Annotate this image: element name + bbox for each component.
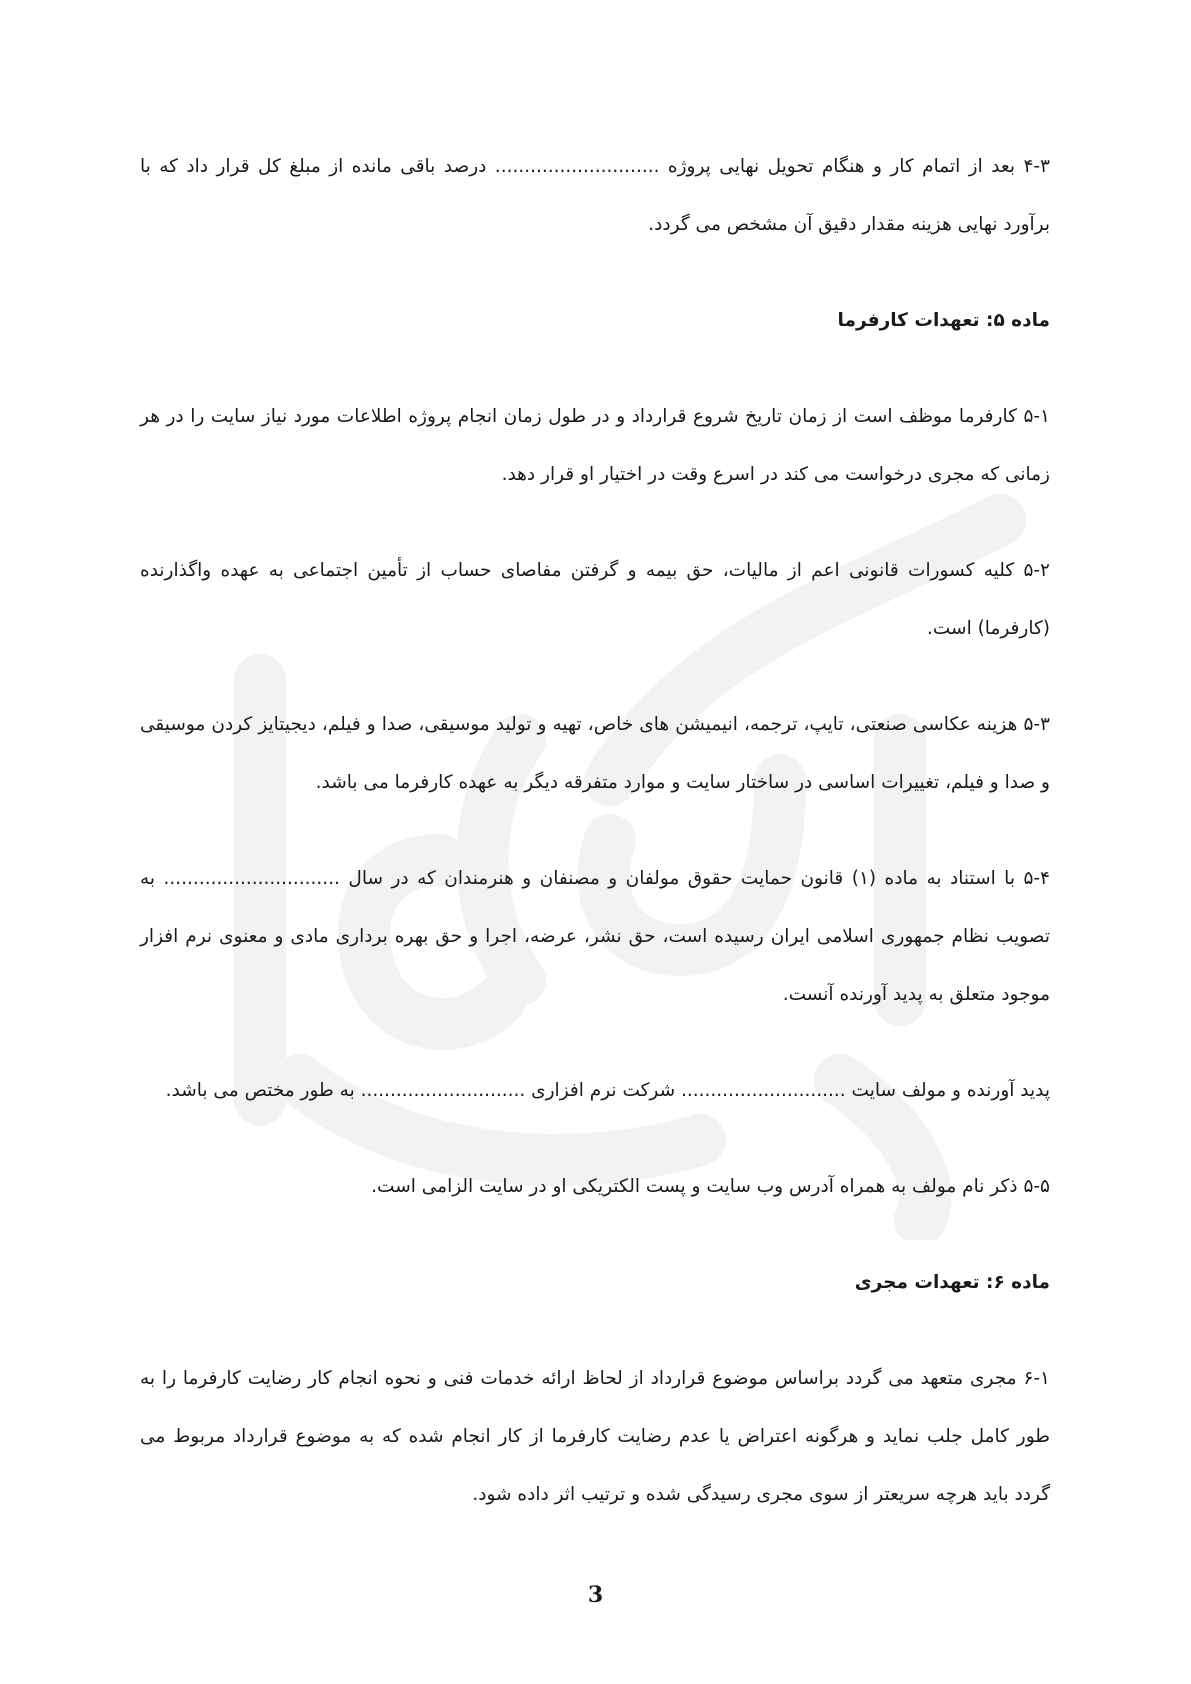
clause-5-4-author: پدید آورنده و مولف سایت ............................ شرکت نرم افزاری ............................ به طور مختص می باشد. [165, 1080, 1050, 1101]
clause-5-3: ۵-۳ هزینه عکاسی صنعتی، تایپ، ترجمه، انیمیشن های خاص، تهیه و تولید موسیقی، صدا و فیلم، دیجیتایز کردن موسیقی و صدا و فیلم، تغییرات اساسی در ساختار سایت و موارد متفرقه دیگر به عهده کارفرما می باشد. [140, 714, 1050, 793]
clause-6-1: ۶-۱ مجری متعهد می گردد براساس موضوع قرارداد از لحاظ ارائه خدمات فنی و نحوه انجام کار رضایت کارفرما را به طور کامل جلب نماید و هرگونه اعتراض یا عدم رضایت کارفرما از کار انجام شده که به موضوع قرارداد مربوط می گردد باید هرچه سریعتر از سوی مجری رسیدگی شده و ترتیب اثر داده شود. [140, 1368, 1050, 1505]
section-heading-5: ماده ۵: تعهدات کارفرما [837, 310, 1050, 331]
document-body [140, 138, 1050, 1562]
clause-4-3: ۴-۳ بعد از اتمام کار و هنگام تحویل نهایی پروژه ............................ درصد باقی مانده از مبلغ کل قرار داد که با برآورد نهایی هزینه مقدار دقیق آن مشخص می گردد. [140, 156, 1050, 235]
clause-5-2: ۵-۲ کلیه کسورات قانونی اعم از مالیات، حق بیمه و گرفتن مفاصای حساب از تأمین اجتماعی به عهده واگذارنده (کارفرما) است. [140, 560, 1050, 639]
section-heading-6: ماده ۶: تعهدات مجری [854, 1272, 1050, 1293]
clause-5-4: ۵-۴ با استناد به ماده (۱) قانون حمایت حقوق مولفان و مصنفان و هنرمندان که در سال .............................. به تصویب نظام جمهوری اسلامی ایران رسیده است، حق نشر، عرضه، اجرا و حق بهره برداری مادی و معنوی نرم افزار موجود متعلق به پدید آورنده آنست. [140, 868, 1050, 1005]
clause-5-5: ۵-۵ ذکر نام مولف به همراه آدرس وب سایت و پست الکتریکی او در سایت الزامی است. [371, 1176, 1050, 1197]
clause-5-1: ۵-۱ کارفرما موظف است از زمان تاریخ شروع قرارداد و در طول زمان انجام پروژه اطلاعات مورد نیاز سایت را در هر زمانی که مجری درخواست می کند در اسرع وقت در اختیار او قرار دهد. [140, 406, 1050, 485]
page-number: 3 [587, 1582, 604, 1608]
